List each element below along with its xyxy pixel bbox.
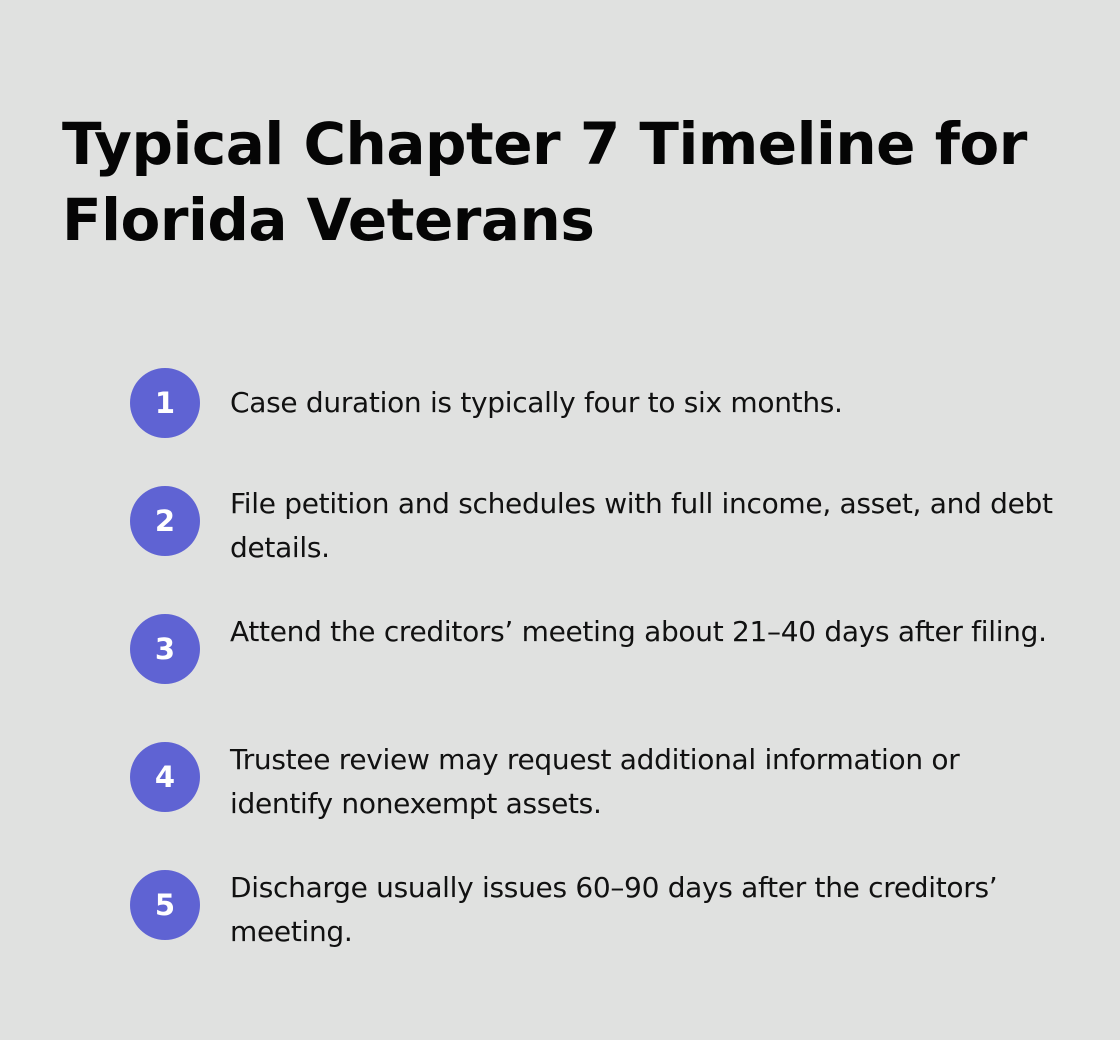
step-description: Trustee review may request additional information or identify nonexempt assets.: [230, 743, 960, 820]
step-number-badge: 4: [130, 742, 200, 812]
step-number-badge: 2: [130, 486, 200, 556]
step-description: File petition and schedules with full income, asset, and debt details.: [230, 487, 1053, 564]
step-number-badge: 5: [130, 870, 200, 940]
timeline-step-4: [130, 742, 1070, 842]
page-title: Typical Chapter 7 Timeline for Florida Veterans: [62, 110, 1027, 254]
timeline-step-1: [130, 368, 1070, 468]
timeline-step-5: [130, 870, 1070, 970]
step-number-badge: 1: [130, 368, 200, 438]
timeline-step-2: [130, 486, 1070, 586]
timeline-step-3: [130, 614, 1070, 714]
step-number-badge: 3: [130, 614, 200, 684]
step-description: Case duration is typically four to six months.: [230, 386, 843, 419]
step-description: Discharge usually issues 60–90 days after the creditors’ meeting.: [230, 871, 998, 948]
step-description: Attend the creditors’ meeting about 21–40 days after filing.: [230, 615, 1047, 648]
